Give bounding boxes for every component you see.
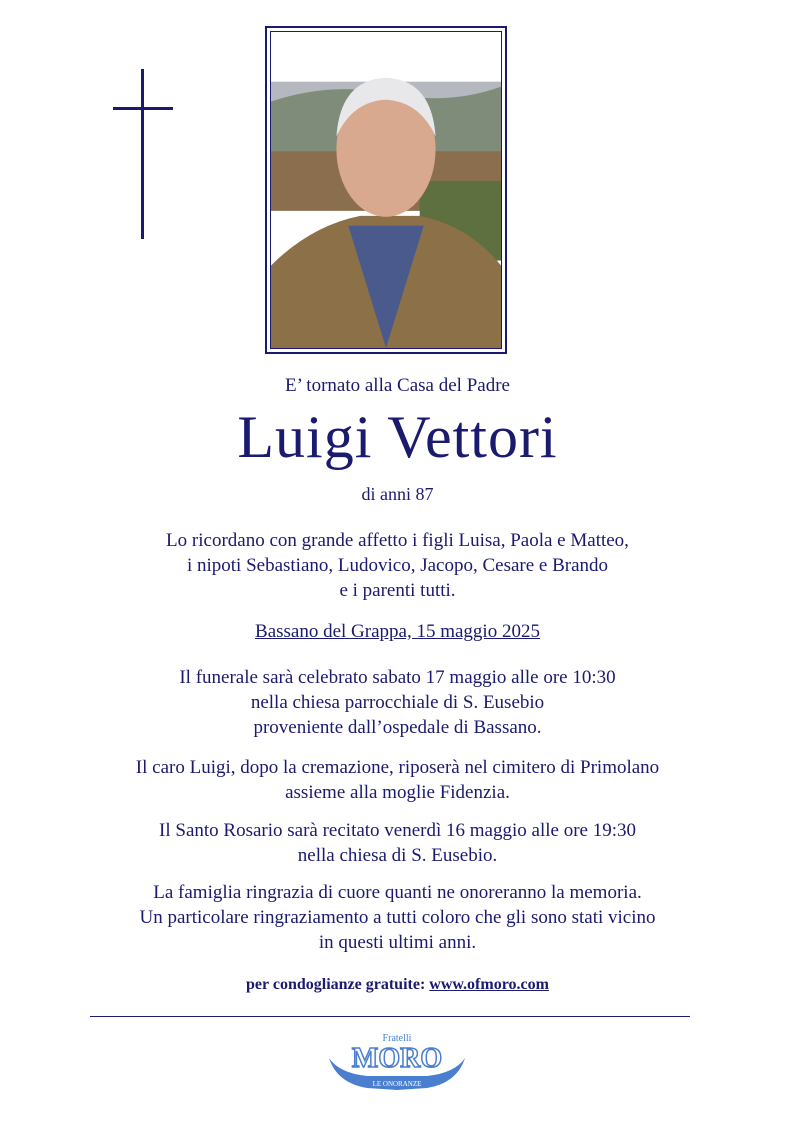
condolences-link[interactable]: www.ofmoro.com <box>429 976 549 993</box>
logo-main-text: MORO <box>351 1043 443 1074</box>
mourners-line: Lo ricordano con grande affetto i figli Luisa, Paola e Matteo, <box>166 530 629 551</box>
place-date: Bassano del Grappa, 15 maggio 2025 <box>255 621 540 642</box>
thanks-line: Un particolare ringraziamento a tutti coloro che gli sono stati vicino <box>139 907 656 928</box>
thanks-line: in questi ultimi anni. <box>318 932 477 953</box>
funeral-line: nella chiesa parrocchiale di S. Eusebio <box>250 692 545 713</box>
rosary-line: nella chiesa di S. Eusebio. <box>297 845 498 866</box>
funeral-paragraph <box>0 665 795 740</box>
intro-text: E’ tornato alla Casa del Padre <box>285 375 510 396</box>
funeral-line: Il funerale sarà celebrato sabato 17 maggio alle ore 10:30 <box>179 667 616 688</box>
logo-top-text: Fratelli <box>382 1033 412 1044</box>
cross-icon <box>113 69 173 239</box>
funeral-line: proveniente dall’ospedale di Bassano. <box>253 717 542 738</box>
mourners-line: i nipoti Sebastiano, Ludovico, Jacopo, Cesare e Brando <box>186 555 609 576</box>
thanks-line: La famiglia ringrazia di cuore quanti ne onoreranno la memoria. <box>153 882 642 903</box>
burial-paragraph <box>0 755 795 805</box>
rosary-paragraph <box>0 818 795 868</box>
portrait-photo-frame <box>265 26 507 354</box>
rosary-line: Il Santo Rosario sarà recitato venerdì 16 maggio alle ore 19:30 <box>159 820 636 841</box>
age-text: di anni 87 <box>361 484 434 504</box>
logo-bottom-text: LE ONORANZE <box>372 1080 422 1088</box>
thanks-paragraph <box>0 880 795 955</box>
mourners-paragraph <box>0 528 795 603</box>
deceased-name: Luigi Vettori <box>237 404 558 470</box>
condolences-label: per condoglianze gratuite: <box>246 976 426 993</box>
burial-line: assieme alla moglie Fidenzia. <box>285 782 510 803</box>
mourners-line: e i parenti tutti. <box>339 580 456 601</box>
funeral-home-logo <box>327 1028 467 1098</box>
condolences-line <box>0 976 795 994</box>
divider-line <box>90 1016 690 1017</box>
portrait-photo <box>270 31 502 349</box>
burial-line: Il caro Luigi, dopo la cremazione, riposerà nel cimitero di Primolano <box>135 757 660 778</box>
